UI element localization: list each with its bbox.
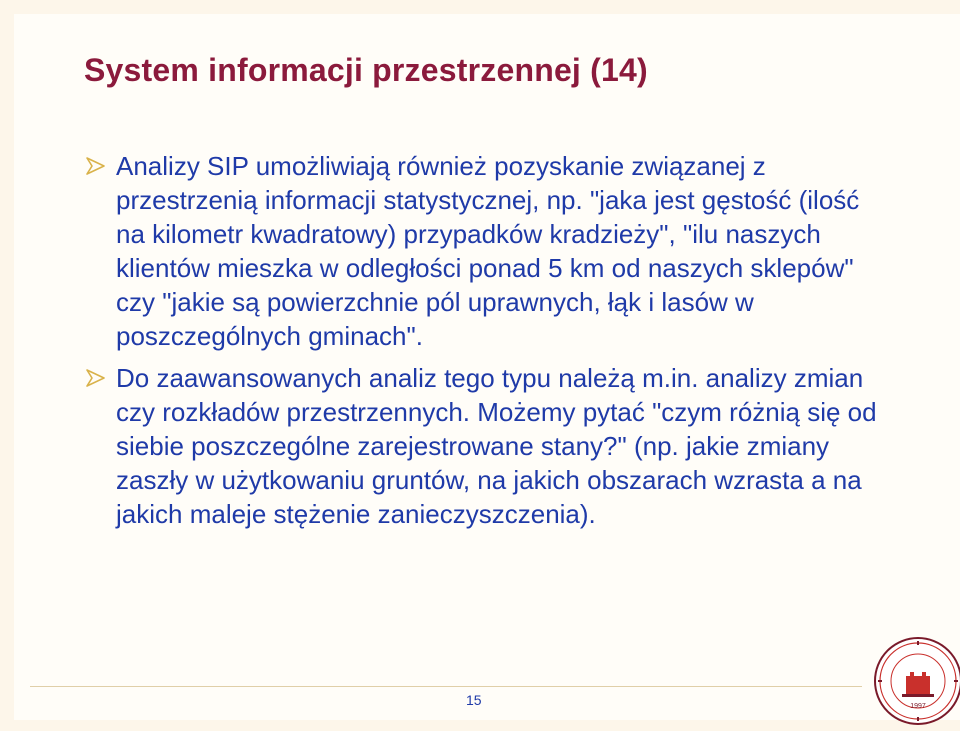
arrowhead-bullet-icon: [85, 156, 106, 176]
page-number: 15: [466, 692, 482, 708]
footer-divider: [30, 686, 848, 687]
arrowhead-bullet-icon: [85, 368, 106, 388]
bullet-text: Do zaawansowanych analiz tego typu należą m.in. analizy zmian czy rozkładów przestrzennych. Możemy pytać "czym różnią się od siebie poszczególne zarejestrowane stany?" (np. jakie zmiany zaszły w użytkowaniu gruntów, na jakich obszarach wzrasta a na jakich maleje stężenie zanieczyszczenia).: [116, 363, 877, 529]
school-seal-icon: [873, 636, 960, 726]
bullet-text: Analizy SIP umożliwiają również pozyskanie związanej z przestrzenią informacji statystycznej, np. "jaka jest gęstość (ilość na kilometr kwadratowy) przypadków kradzieży", "ilu naszych klientów mieszka w odległości ponad 5 km od naszych sklepów" czy "jakie są powierzchnie pól uprawnych, łąk i lasów w poszczególnych gminach".: [116, 151, 860, 351]
bullet-item: [83, 149, 883, 353]
bullet-item: [83, 361, 883, 531]
bullet-list: [83, 149, 883, 531]
seal-year: 1997: [910, 703, 926, 710]
slide-title: System informacji przestrzennej (14): [84, 52, 648, 88]
footer-divider-end: [848, 686, 862, 687]
